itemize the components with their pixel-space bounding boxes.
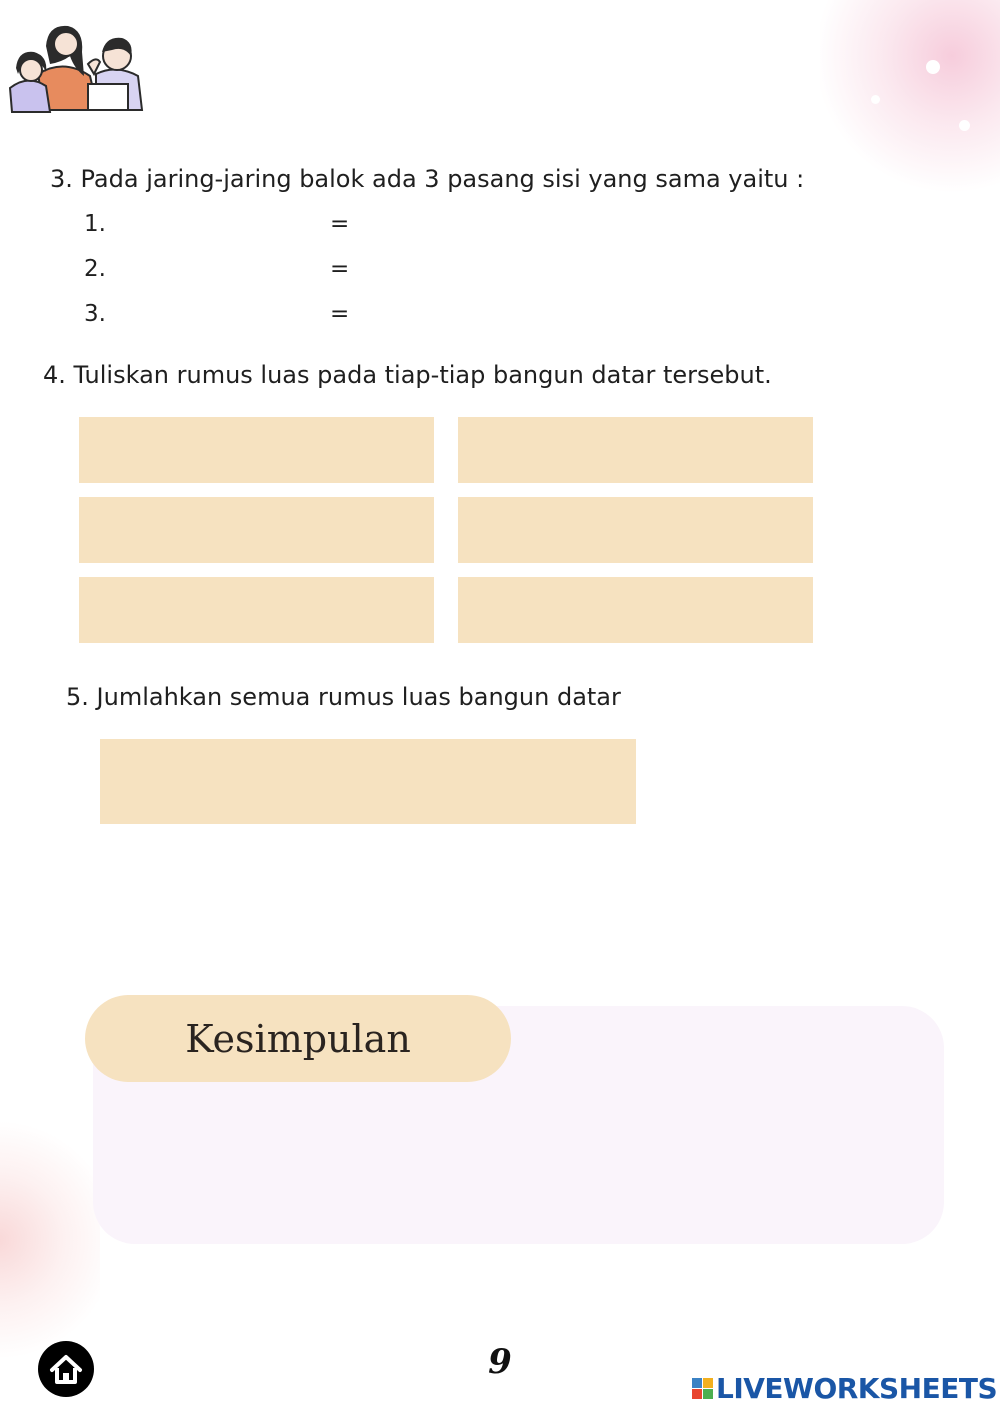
- liveworksheets-logo: [692, 1372, 997, 1405]
- answer-box-4-3[interactable]: [79, 497, 434, 563]
- peach-splash-decoration: [0, 1110, 100, 1370]
- conclusion-title: Kesimpulan: [85, 995, 511, 1082]
- answer-box-4-1[interactable]: [79, 417, 434, 483]
- home-button[interactable]: [38, 1341, 94, 1397]
- pair-1-equals: =: [330, 211, 350, 237]
- liveworksheets-logo-icon: [692, 1378, 713, 1399]
- brand-text: LIVEWORKSHEETS: [716, 1372, 998, 1405]
- answer-box-5[interactable]: [100, 739, 636, 824]
- splash-dot: [926, 60, 940, 74]
- answer-box-4-4[interactable]: [458, 497, 813, 563]
- question-4-text: 4. Tuliskan rumus luas pada tiap-tiap bangun datar tersebut.: [43, 361, 772, 389]
- splash-dot: [959, 120, 970, 131]
- pair-2-number: 2.: [84, 256, 106, 282]
- pair-2-equals: =: [330, 256, 350, 282]
- pair-3-equals: =: [330, 301, 350, 327]
- pink-splash-decoration: [820, 0, 1000, 200]
- question-5-text: 5. Jumlahkan semua rumus luas bangun datar: [66, 683, 621, 711]
- page-number: 9: [488, 1342, 512, 1382]
- students-illustration: [4, 12, 144, 114]
- splash-dot: [871, 95, 880, 104]
- answer-box-4-5[interactable]: [79, 577, 434, 643]
- pair-3-number: 3.: [84, 301, 106, 327]
- answer-box-4-6[interactable]: [458, 577, 813, 643]
- pair-1-number: 1.: [84, 211, 106, 237]
- home-icon: [38, 1341, 94, 1397]
- answer-box-4-2[interactable]: [458, 417, 813, 483]
- question-3-text: 3. Pada jaring-jaring balok ada 3 pasang sisi yang sama yaitu :: [50, 165, 805, 193]
